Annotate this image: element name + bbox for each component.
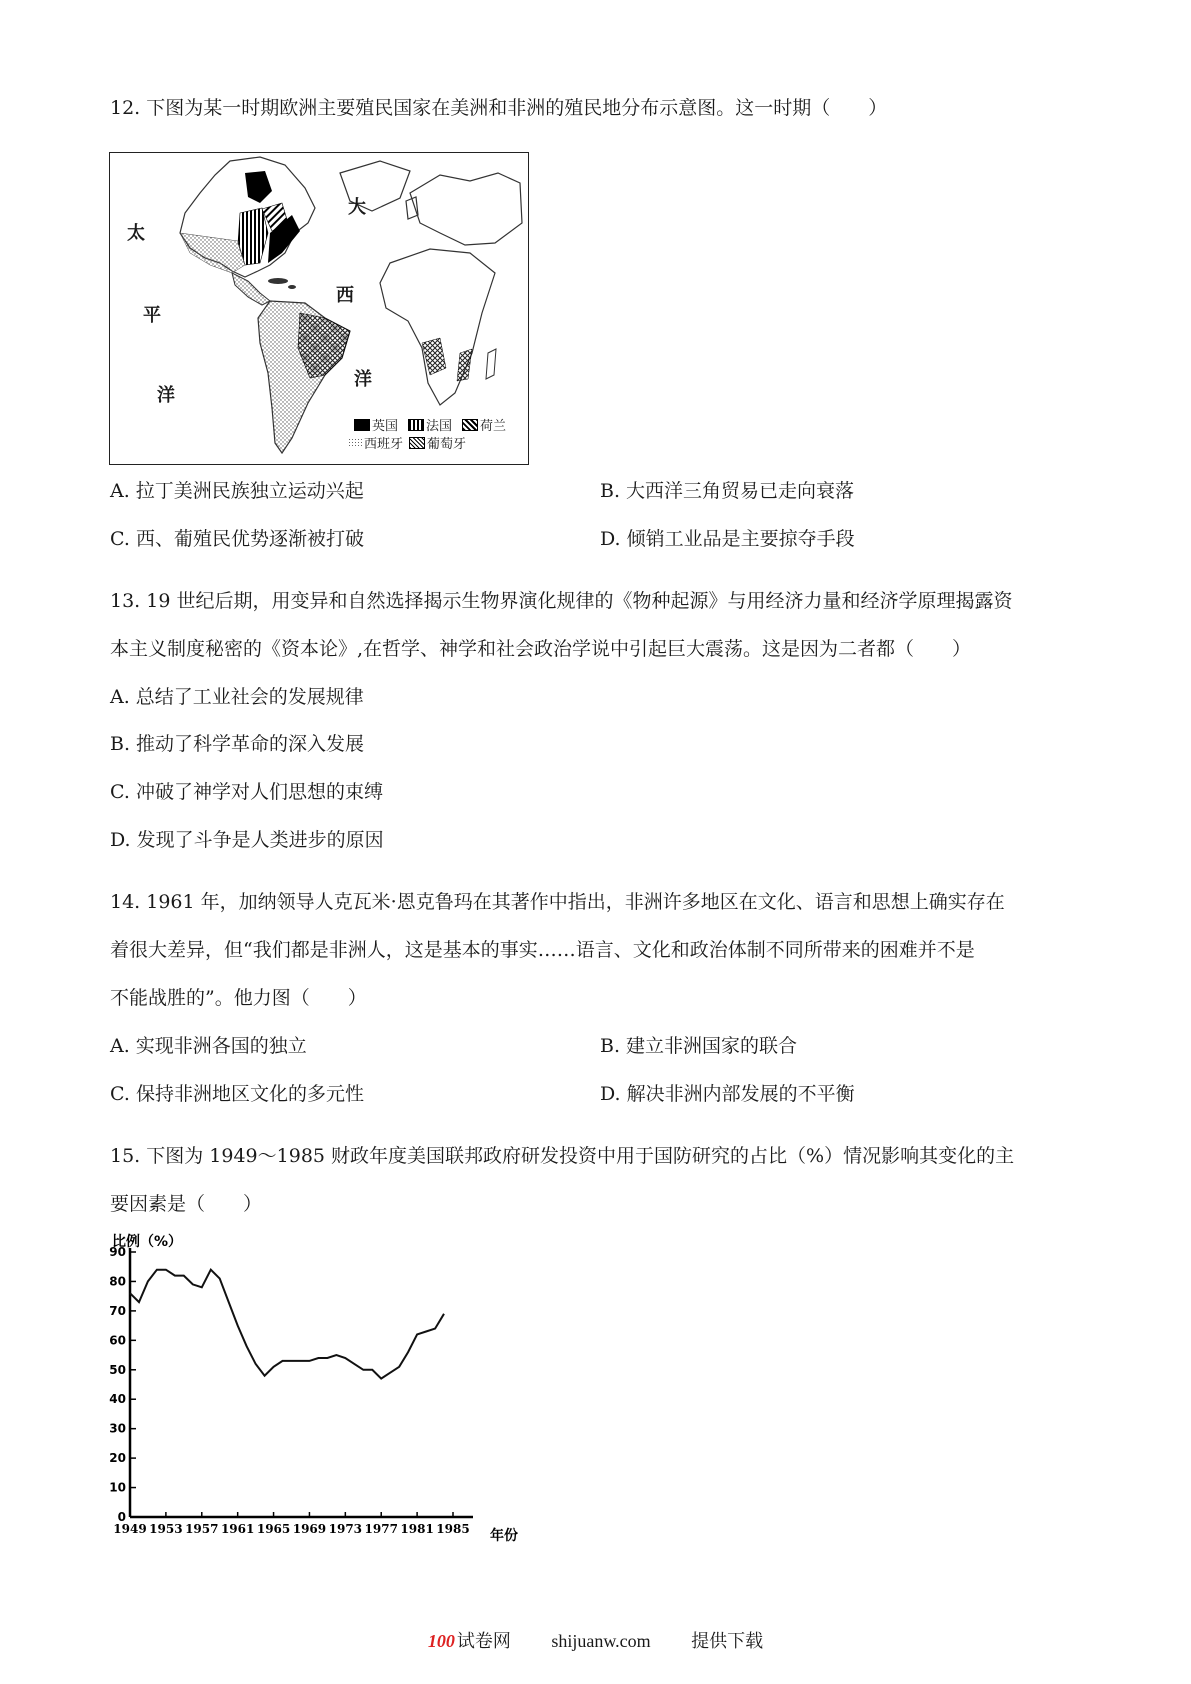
q14-option-b: B. 建立非洲国家的联合 [600, 1035, 798, 1057]
colonial-map-figure [109, 152, 529, 465]
spanish-north-area [180, 233, 245, 273]
map-label-xi: 西 [336, 285, 354, 306]
chart-y-tick-label: 50 [109, 1362, 126, 1377]
footer-logo-text: 试卷网 [456, 1631, 511, 1651]
legend-swatch-britain [354, 419, 370, 431]
legend-france: 法国 [426, 419, 453, 434]
chart-x-axis-label: 年份 [490, 1528, 518, 1544]
map-label-yang-atlantic: 洋 [354, 369, 372, 390]
page-footer [0, 1627, 1191, 1653]
legend-swatch-spain [348, 438, 362, 448]
chart-x-tick-label: 1953 [149, 1522, 183, 1536]
defense-rd-share-chart [108, 1232, 528, 1548]
q14-option-a: A. 实现非洲各国的独立 [110, 1035, 307, 1057]
chart-x-tick-label: 1977 [364, 1522, 398, 1536]
chart-axes [130, 1248, 473, 1517]
chart-y-tick-label: 0 [117, 1510, 126, 1524]
map-label-yang-pacific: 洋 [157, 385, 175, 406]
q13-option-a: A. 总结了工业社会的发展规律 [110, 686, 364, 708]
q13-option-c: C. 冲破了神学对人们思想的束缚 [110, 781, 383, 803]
central-america-shape [232, 273, 270, 305]
legend-swatch-portugal [409, 437, 425, 449]
chart-x-tick-label: 1969 [292, 1522, 327, 1536]
footer-site: shijuanw.com [551, 1631, 651, 1651]
chart-x-tick-label: 1957 [185, 1522, 219, 1536]
chart-x-tick-label: 1985 [436, 1522, 470, 1536]
map-legend-row-2 [348, 433, 466, 452]
question-14-stem-line-2: 着很大差异，但“我们都是非洲人，这是基本的事实……语言、文化和政治体制不同所带来的困难并不是 [110, 939, 975, 961]
map-label-da: 大 [348, 197, 366, 218]
portuguese-brazil-area [298, 313, 350, 378]
footer-logo-number: 100 [427, 1631, 455, 1651]
legend-netherlands: 荷兰 [480, 419, 507, 434]
legend-swatch-netherlands [462, 419, 478, 431]
chart-y-tick-label: 40 [109, 1392, 126, 1407]
legend-spain: 西班牙 [364, 437, 404, 452]
question-15-stem-line-1: 15. 下图为 1949～1985 财政年度美国联邦政府研发投资中用于国防研究的占比（%）情况影响其变化的主 [110, 1145, 1015, 1167]
q14-option-d: D. 解决非洲内部发展的不平衡 [600, 1083, 855, 1105]
chart-x-tick-label: 1965 [256, 1522, 291, 1536]
footer-note: 提供下载 [691, 1631, 764, 1651]
q13-option-b: B. 推动了科学革命的深入发展 [110, 733, 365, 755]
question-13-stem-line-1: 13. 19 世纪后期，用变异和自然选择揭示生物界演化规律的《物种起源》与用经济力量和经济学原理揭露资 [110, 590, 1013, 612]
question-14-stem-line-1: 14. 1961 年，加纳领导人克瓦米·恩克鲁玛在其著作中指出，非洲许多地区在文化、语言和思想上确实存在 [110, 891, 1005, 913]
chart-x-tick-label: 1961 [220, 1522, 255, 1536]
q12-option-c: C. 西、葡殖民优势逐渐被打破 [110, 528, 364, 550]
chart-y-tick-label: 30 [109, 1421, 126, 1436]
british-north-area [245, 171, 272, 203]
chart-series-line [130, 1270, 444, 1379]
chart-x-tick-label: 1973 [328, 1522, 363, 1536]
africa-shape [380, 249, 495, 405]
legend-britain: 英国 [372, 419, 399, 434]
map-label-ping: 平 [143, 305, 161, 326]
chart-y-tick-label: 20 [109, 1451, 126, 1466]
europe-shape [410, 173, 522, 245]
q12-option-b: B. 大西洋三角贸易已走向衰落 [600, 480, 855, 502]
legend-portugal: 葡萄牙 [427, 437, 467, 452]
legend-swatch-france [408, 419, 424, 431]
map-legend-row-1 [354, 415, 506, 434]
q14-option-c: C. 保持非洲地区文化的多元性 [110, 1083, 364, 1105]
chart-x-ticks [113, 1512, 469, 1536]
madagascar-shape [486, 349, 496, 379]
portuguese-africa-east [457, 349, 472, 381]
q13-option-d: D. 发现了斗争是人类进步的原因 [110, 829, 384, 851]
chart-x-tick-label: 1981 [400, 1522, 434, 1536]
question-13-stem-line-2: 本主义制度秘密的《资本论》,在哲学、神学和社会政治学说中引起巨大震荡。这是因为二者都（ ） [110, 638, 972, 660]
chart-y-tick-label: 80 [109, 1274, 126, 1289]
chart-y-ticks [109, 1245, 136, 1524]
q12-option-d: D. 倾销工业品是主要掠夺手段 [600, 528, 855, 550]
chart-y-tick-label: 70 [109, 1303, 126, 1318]
question-12-stem: 12. 下图为某一时期欧洲主要殖民国家在美洲和非洲的殖民地分布示意图。这一时期（ ） [110, 97, 888, 119]
question-15-stem-line-2: 要因素是（ ） [110, 1193, 263, 1215]
chart-y-tick-label: 10 [109, 1480, 126, 1495]
chart-x-tick-label: 1949 [113, 1522, 147, 1536]
chart-y-tick-label: 90 [109, 1245, 126, 1259]
question-14-stem-line-3: 不能战胜的”。他力图（ ） [110, 987, 367, 1009]
map-label-tai: 太 [127, 223, 145, 244]
chart-y-tick-label: 60 [109, 1333, 126, 1348]
chart-y-axis-label: 比例（%） [112, 1234, 183, 1250]
q12-option-a: A. 拉丁美洲民族独立运动兴起 [110, 480, 364, 502]
